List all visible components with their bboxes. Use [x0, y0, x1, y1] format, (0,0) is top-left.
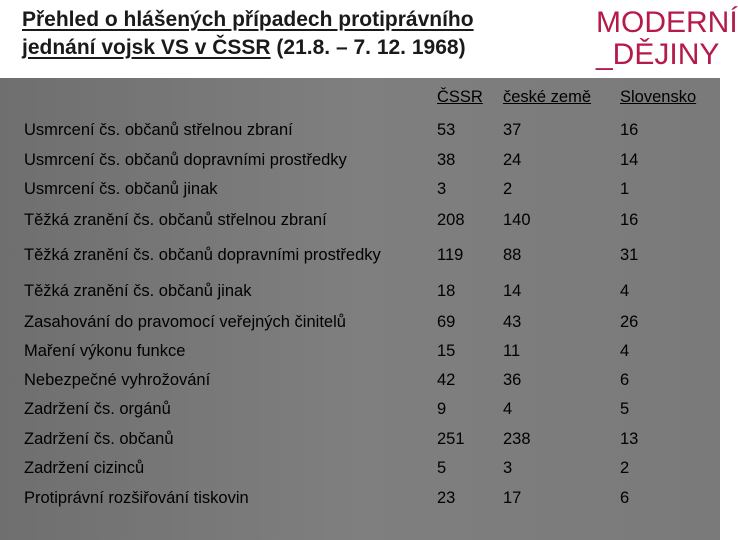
table-row — [0, 175, 720, 204]
cell-czech-lands: 2 — [503, 180, 513, 198]
row-label: Usmrcení čs. občanů střelnou zbraní — [24, 121, 293, 139]
row-label: Nebezpečné vyhrožování — [24, 371, 211, 389]
table-row — [0, 395, 720, 424]
cell-cssr: 23 — [437, 488, 456, 507]
cell-czech-lands: 140 — [503, 210, 531, 229]
logo-line-1: MODERNÍ — [596, 6, 738, 39]
cell-cssr: 119 — [437, 246, 464, 264]
cell-slovakia: 16 — [620, 121, 639, 139]
cell-slovakia: 31 — [620, 246, 639, 264]
moderni-dejiny-logo — [596, 6, 738, 71]
title-line-1: Přehled o hlášených případech protiprávního — [22, 8, 474, 31]
incidents-table — [0, 78, 720, 513]
cell-czech-lands: 4 — [503, 400, 513, 418]
logo-line-2: _DĚJINY — [596, 38, 720, 71]
cell-slovakia: 4 — [620, 282, 630, 300]
cell-slovakia: 16 — [620, 210, 639, 229]
cell-czech-lands: 11 — [503, 342, 521, 360]
row-label: Usmrcení čs. občanů dopravními prostředky — [24, 150, 347, 169]
cell-slovakia: 14 — [620, 150, 639, 169]
table-body — [0, 116, 720, 513]
title-line-2-rest: (21.8. – 7. 12. 1968) — [270, 36, 466, 59]
cell-czech-lands: 3 — [503, 459, 513, 477]
row-label: Těžká zranění čs. občanů střelnou zbraní — [24, 210, 327, 229]
cell-slovakia: 1 — [620, 180, 630, 198]
cell-slovakia: 4 — [620, 342, 630, 360]
table-row — [0, 308, 720, 337]
title-line-2-underlined: jednání vojsk VS v ČSSR — [22, 36, 271, 59]
row-label: Těžká zranění čs. občanů dopravními prostředky — [24, 246, 381, 264]
cell-czech-lands: 238 — [503, 429, 531, 448]
row-label: Zadržení čs. občanů — [24, 429, 174, 448]
table-row — [0, 145, 720, 175]
header-empty — [0, 78, 437, 116]
table-row — [0, 337, 720, 366]
row-label: Zadržení čs. orgánů — [24, 400, 171, 418]
row-label: Usmrcení čs. občanů jinak — [24, 180, 218, 198]
cell-cssr: 3 — [437, 180, 447, 198]
table-row — [0, 116, 720, 145]
cell-cssr: 9 — [437, 400, 447, 418]
cell-cssr: 18 — [437, 282, 456, 300]
row-label: Zasahování do pravomocí veřejných činitelů — [24, 313, 346, 331]
cell-cssr: 5 — [437, 459, 447, 477]
cell-cssr: 69 — [437, 313, 456, 331]
cell-slovakia: 13 — [620, 429, 639, 448]
cell-cssr: 38 — [437, 150, 456, 169]
row-label: Maření výkonu funkce — [24, 342, 186, 360]
cell-czech-lands: 24 — [503, 150, 522, 169]
row-label: Protiprávní rozšiřování tiskovin — [24, 488, 249, 507]
cell-cssr: 15 — [437, 342, 456, 360]
table-header-row — [0, 78, 720, 116]
cell-czech-lands: 36 — [503, 371, 522, 389]
table-row — [0, 454, 720, 483]
row-label: Těžká zranění čs. občanů jinak — [24, 282, 252, 300]
table-row — [0, 366, 720, 395]
table-row — [0, 424, 720, 454]
cell-czech-lands: 14 — [503, 282, 522, 300]
cell-czech-lands: 17 — [503, 488, 522, 507]
header-cssr: ČSSR — [437, 87, 483, 106]
data-panel — [0, 78, 720, 540]
cell-cssr: 42 — [437, 371, 456, 389]
header-slovakia: Slovensko — [620, 87, 697, 106]
slide-title — [22, 6, 542, 62]
cell-slovakia: 26 — [620, 313, 639, 331]
table-row — [0, 483, 720, 513]
table-row — [0, 236, 720, 275]
cell-cssr: 208 — [437, 210, 465, 229]
cell-slovakia: 6 — [620, 371, 630, 389]
cell-slovakia: 2 — [620, 459, 630, 477]
cell-cssr: 53 — [437, 121, 456, 139]
row-label: Zadržení cizinců — [24, 459, 145, 477]
cell-czech-lands: 37 — [503, 121, 522, 139]
cell-cssr: 251 — [437, 429, 465, 448]
cell-slovakia: 5 — [620, 400, 630, 418]
header-czech-lands: české země — [503, 87, 592, 106]
cell-czech-lands: 43 — [503, 313, 522, 331]
cell-czech-lands: 88 — [503, 246, 522, 264]
table-row — [0, 204, 720, 236]
cell-slovakia: 6 — [620, 488, 630, 507]
table-row — [0, 275, 720, 308]
